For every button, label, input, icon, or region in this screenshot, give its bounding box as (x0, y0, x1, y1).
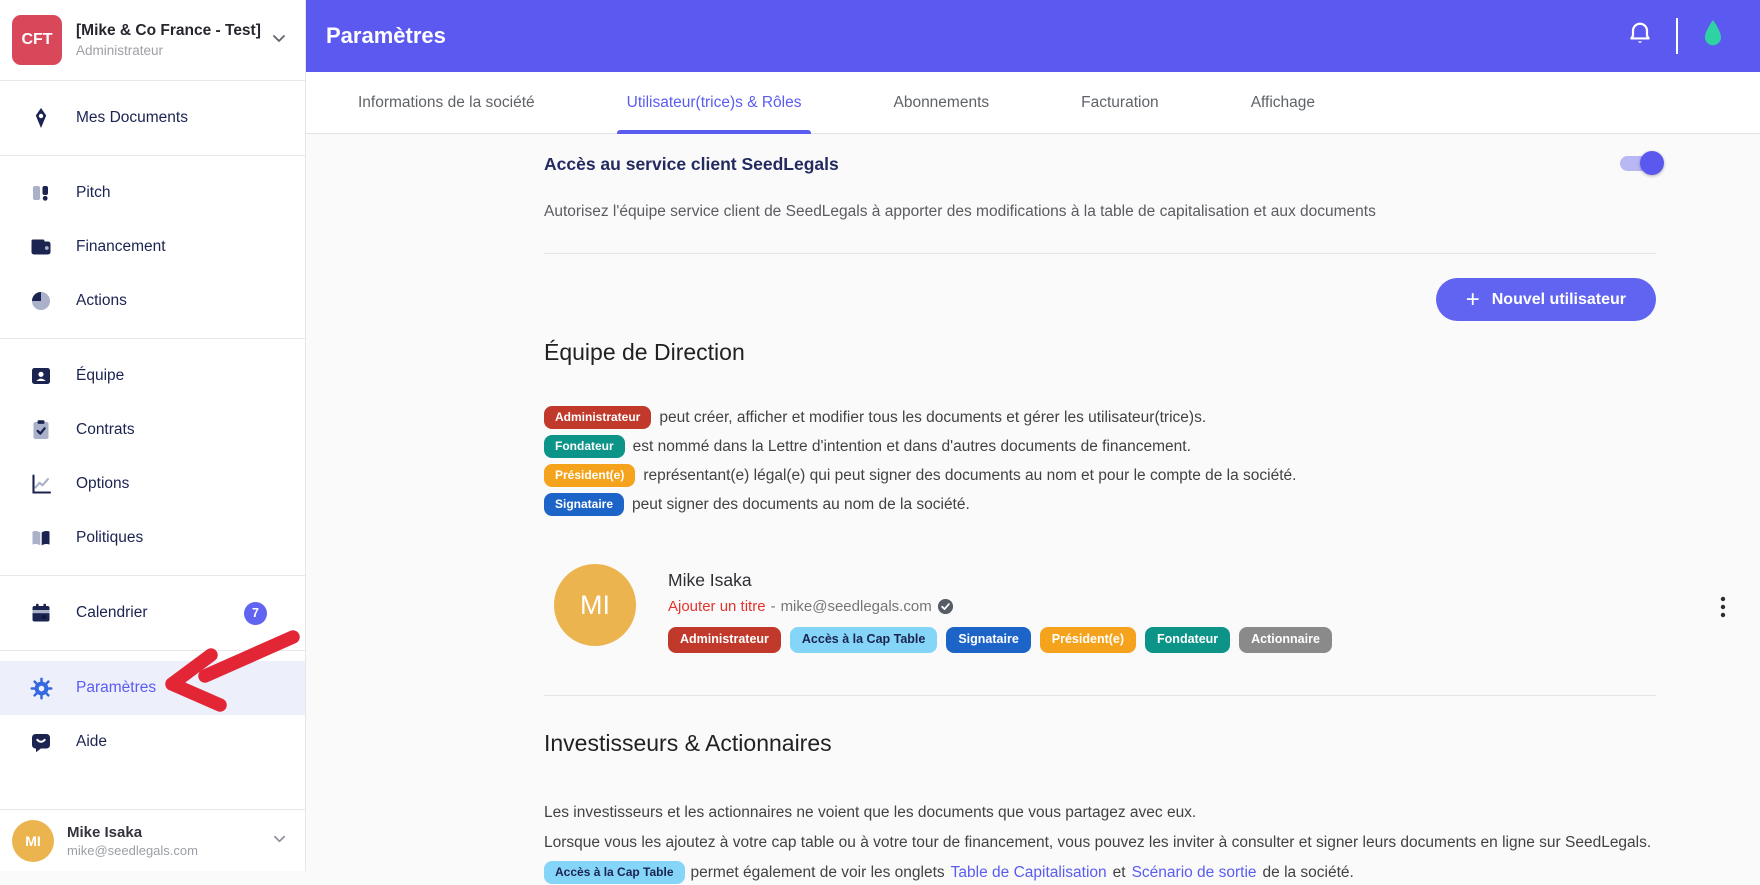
open-book-icon (28, 525, 54, 551)
role-badge-administrateur: Administrateur (544, 406, 651, 429)
company-selector[interactable] (0, 0, 305, 81)
page-title: Paramètres (326, 23, 446, 48)
tab-affichage[interactable]: Affichage (1250, 93, 1316, 111)
tab-abonnements[interactable]: Abonnements (893, 93, 990, 111)
sidebar-item-contrats[interactable]: Contrats (0, 403, 305, 457)
sidebar-item-politiques[interactable]: Politiques (0, 511, 305, 565)
company-name: [Mike & Co France - Test] (76, 22, 261, 39)
team-badge-icon (28, 363, 54, 389)
support-access-description: Autorisez l'équipe service client de SeedLegals à apporter des modifications à la table de capitalisation et aux documents (544, 203, 1376, 220)
sidebar-item-mes-documents[interactable]: Mes Documents (0, 91, 305, 145)
member-badge-president: Président(e) (1040, 627, 1136, 653)
investors-paragraph-3: Accès à la Cap Table permet également de voir les onglets Table de Capitalisation et Scénario de sortie de la société. (544, 861, 1656, 885)
line-chart-icon (28, 471, 54, 497)
exit-scenario-link[interactable]: Scénario de sortie (1131, 863, 1257, 881)
wallet-icon (28, 234, 54, 260)
chevron-down-icon (271, 30, 287, 51)
sidebar-item-equipe[interactable]: Équipe (0, 349, 305, 403)
tab-facturation[interactable]: Facturation (1081, 93, 1159, 111)
investors-paragraph-1: Les investisseurs et les actionnaires ne voient que les documents que vous partagez avec eux. (544, 803, 1197, 821)
roles-legend: Administrateur peut créer, afficher et modifier tous les documents et gérer les utilisateur(trice)s. Fondateur est nommé dans la Lettre d'intention et dans d'autres documents de financement. Président(e) représentant(e) légal(e) qui peut signer des documents au nom et pour le compte de la société. Signataire peut signer des documents au nom de la société. (544, 406, 1656, 516)
role-badge-president: Président(e) (544, 464, 635, 487)
member-badge-acces-cap-table: Accès à la Cap Table (790, 627, 937, 653)
sidebar-item-financement[interactable]: Financement (0, 220, 305, 274)
team-member-card: MI Mike Isaka Ajouter un titre - mike@seedlegals.com Administrateur Accès à la Cap Table Signataire Président(e) Fondateur Actionnaire (544, 564, 1656, 653)
member-more-options-kebab-icon[interactable] (1714, 594, 1732, 625)
clipboard-check-icon (28, 417, 54, 443)
member-badge-fondateur: Fondateur (1145, 627, 1230, 653)
company-role: Administrateur (76, 43, 164, 58)
sidebar-item-actions[interactable]: Actions (0, 274, 305, 328)
toggle-thumb (1640, 151, 1664, 175)
verified-check-icon (937, 598, 954, 615)
plus-icon: + (1465, 285, 1480, 313)
member-badge-administrateur: Administrateur (668, 627, 781, 653)
settings-tabs (306, 72, 1760, 134)
tab-utilisateurs-roles[interactable]: Utilisateur(trice)s & Rôles (617, 72, 812, 133)
chat-help-icon (28, 729, 54, 755)
sidebar (0, 0, 306, 871)
header-divider (1676, 18, 1678, 54)
sidebar-item-pitch[interactable]: Pitch (0, 166, 305, 220)
divider (544, 253, 1656, 254)
avatar: MI (12, 820, 54, 862)
seedlegals-drop-logo[interactable] (1700, 19, 1726, 54)
investors-section-title: Investisseurs & Actionnaires (544, 729, 832, 756)
calendar-count-badge: 7 (244, 602, 267, 625)
current-user-menu[interactable] (0, 809, 305, 871)
sidebar-item-options[interactable]: Options (0, 457, 305, 511)
add-title-link[interactable]: Ajouter un titre (668, 598, 766, 615)
gear-icon (28, 675, 54, 701)
calendar-icon (28, 600, 54, 626)
pie-chart-icon (28, 288, 54, 314)
notifications-bell-icon[interactable] (1626, 20, 1654, 53)
cap-table-link[interactable]: Table de Capitalisation (950, 863, 1107, 881)
chevron-down-icon (272, 831, 287, 851)
pen-nib-icon (28, 105, 54, 131)
divider (544, 695, 1656, 696)
role-badge-signataire: Signataire (544, 493, 624, 516)
captable-badge: Accès à la Cap Table (544, 861, 685, 884)
company-initials-badge: CFT (12, 15, 62, 65)
sidebar-item-parametres[interactable]: Paramètres (0, 661, 305, 715)
member-email: mike@seedlegals.com (780, 598, 932, 615)
user-name: Mike Isaka (67, 823, 143, 841)
role-badge-fondateur: Fondateur (544, 435, 625, 458)
top-header (306, 0, 1760, 72)
support-access-title: Accès au service client SeedLegals (544, 154, 839, 174)
team-section-title: Équipe de Direction (544, 339, 745, 365)
support-access-toggle[interactable] (1620, 150, 1662, 176)
sidebar-item-aide[interactable]: Aide (0, 715, 305, 769)
member-avatar: MI (554, 564, 636, 646)
new-user-button[interactable]: + Nouvel utilisateur (1436, 278, 1656, 321)
main-content (306, 134, 1760, 881)
user-email: mike@seedlegals.com (67, 842, 198, 858)
member-badge-signataire: Signataire (946, 627, 1030, 653)
member-badge-actionnaire: Actionnaire (1239, 627, 1332, 653)
investors-paragraph-2: Lorsque vous les ajoutez à votre cap table ou à votre tour de financement, vous pouvez les inviter à consulter et signer leurs documents en ligne sur SeedLegals. (544, 833, 1652, 851)
pitch-blocks-icon (28, 180, 54, 206)
sidebar-item-calendrier[interactable]: Calendrier 7 (0, 586, 305, 640)
member-name: Mike Isaka (668, 570, 752, 590)
tab-informations-societe[interactable]: Informations de la société (358, 93, 535, 111)
